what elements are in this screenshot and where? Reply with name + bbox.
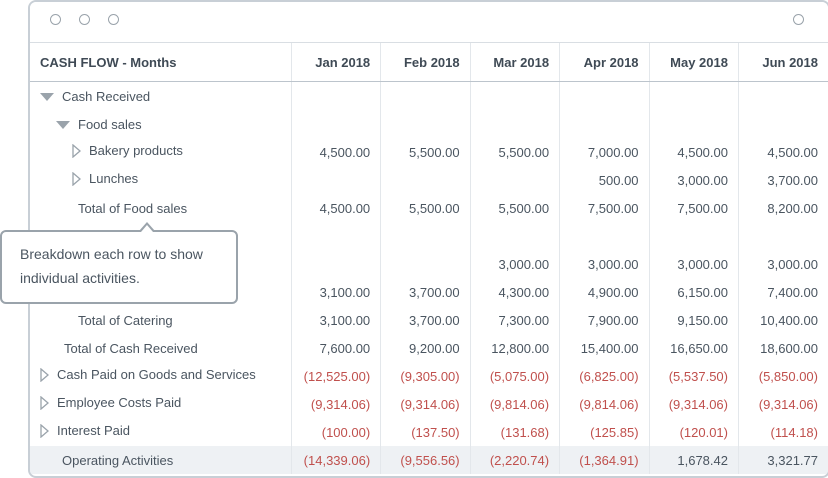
value-cell: 3,000.00	[470, 250, 559, 278]
row-label-cell	[30, 390, 291, 418]
value-cell: (9,814.06)	[560, 390, 649, 418]
value-cell: 8,200.00	[738, 194, 828, 222]
value-cell: (125.85)	[560, 418, 649, 446]
value-cell: 3,100.00	[291, 278, 381, 306]
value-cell	[291, 82, 381, 111]
value-cell: 4,500.00	[738, 138, 828, 166]
table-row[interactable]	[30, 138, 828, 166]
value-cell: 7,600.00	[291, 334, 381, 362]
table-row[interactable]	[30, 418, 828, 446]
value-cell	[381, 82, 470, 111]
value-cell	[470, 110, 559, 138]
window-menu-icon[interactable]	[793, 14, 804, 25]
row-label-cell	[30, 110, 291, 138]
value-cell	[291, 110, 381, 138]
tooltip-pointer-fill	[141, 225, 153, 232]
header-month[interactable]: Jan 2018	[291, 43, 381, 82]
value-cell: (9,556.56)	[381, 446, 470, 474]
header-month[interactable]: Mar 2018	[470, 43, 559, 82]
row-label-cell	[30, 138, 291, 166]
row-label-cell	[30, 82, 291, 111]
value-cell: (1,364.91)	[560, 446, 649, 474]
value-cell	[649, 110, 738, 138]
caret-right-icon[interactable]	[40, 396, 49, 413]
value-cell	[381, 166, 470, 194]
value-cell: 9,200.00	[381, 334, 470, 362]
table-row[interactable]	[30, 110, 828, 138]
title-bar	[30, 2, 828, 43]
table-row[interactable]	[30, 306, 828, 334]
window-control-maximize-icon[interactable]	[108, 14, 119, 25]
value-cell	[291, 166, 381, 194]
value-cell: 5,500.00	[470, 138, 559, 166]
value-cell: (9,305.00)	[381, 362, 470, 390]
value-cell: 7,500.00	[560, 194, 649, 222]
value-cell: 3,000.00	[738, 250, 828, 278]
row-label: Total of Cash Received	[64, 340, 198, 356]
value-cell: (131.68)	[470, 418, 559, 446]
value-cell: (2,220.74)	[470, 446, 559, 474]
row-label: Cash Received	[62, 88, 151, 104]
value-cell	[291, 222, 381, 250]
value-cell: (120.01)	[649, 418, 738, 446]
value-cell: 7,300.00	[470, 306, 559, 334]
value-cell: 4,500.00	[649, 138, 738, 166]
table-row[interactable]	[30, 334, 828, 362]
value-cell: 3,700.00	[738, 166, 828, 194]
value-cell: 7,500.00	[649, 194, 738, 222]
table-row[interactable]	[30, 362, 828, 390]
header-cash-flow-months[interactable]: CASH FLOW - Months	[30, 43, 291, 82]
row-label-cell	[30, 306, 291, 334]
value-cell: (5,850.00)	[738, 362, 828, 390]
value-cell: 4,300.00	[470, 278, 559, 306]
value-cell	[649, 82, 738, 111]
row-label: Interest Paid	[57, 423, 130, 439]
value-cell: (5,075.00)	[470, 362, 559, 390]
value-cell: 9,150.00	[649, 306, 738, 334]
value-cell: (14,339.06)	[291, 446, 381, 474]
caret-right-icon[interactable]	[72, 144, 81, 161]
table-row[interactable]	[30, 82, 828, 111]
value-cell: 3,000.00	[649, 250, 738, 278]
header-month[interactable]: Jun 2018	[738, 43, 828, 82]
value-cell: (5,537.50)	[649, 362, 738, 390]
window-control-close-icon[interactable]	[50, 14, 61, 25]
tooltip	[0, 230, 238, 304]
row-label: Total of Catering	[78, 312, 173, 328]
value-cell	[381, 222, 470, 250]
value-cell: 7,000.00	[560, 138, 649, 166]
value-cell	[560, 222, 649, 250]
table-row[interactable]	[30, 166, 828, 194]
caret-right-icon[interactable]	[40, 424, 49, 441]
value-cell: 5,500.00	[381, 138, 470, 166]
value-cell: (114.18)	[738, 418, 828, 446]
caret-right-icon[interactable]	[40, 368, 49, 385]
value-cell	[738, 222, 828, 250]
value-cell: 3,321.77	[738, 446, 828, 474]
caret-down-icon[interactable]	[56, 121, 70, 129]
value-cell: 18,600.00	[738, 334, 828, 362]
window-control-minimize-icon[interactable]	[79, 14, 90, 25]
table-row[interactable]	[30, 390, 828, 418]
header-month[interactable]: Apr 2018	[560, 43, 649, 82]
value-cell: 7,400.00	[738, 278, 828, 306]
value-cell	[560, 82, 649, 111]
table-row[interactable]	[30, 194, 828, 222]
row-label-cell	[30, 194, 291, 222]
value-cell: (9,314.06)	[291, 390, 381, 418]
value-cell: 3,000.00	[560, 250, 649, 278]
value-cell: 3,100.00	[291, 306, 381, 334]
value-cell: (9,814.06)	[470, 390, 559, 418]
value-cell	[738, 110, 828, 138]
row-label: Total of Food sales	[78, 200, 188, 216]
value-cell: 4,500.00	[291, 138, 381, 166]
value-cell: (137.50)	[381, 418, 470, 446]
value-cell: 16,650.00	[649, 334, 738, 362]
header-month[interactable]: Feb 2018	[381, 43, 470, 82]
caret-right-icon[interactable]	[72, 172, 81, 189]
row-label-cell	[30, 334, 291, 362]
row-label-cell	[30, 166, 291, 194]
value-cell	[649, 222, 738, 250]
value-cell	[470, 166, 559, 194]
value-cell: (9,314.06)	[381, 390, 470, 418]
value-cell: (100.00)	[291, 418, 381, 446]
row-label: Bakery products	[89, 143, 183, 159]
value-cell	[470, 222, 559, 250]
value-cell	[291, 250, 381, 278]
value-cell	[381, 250, 470, 278]
header-month[interactable]: May 2018	[649, 43, 738, 82]
row-label: Cash Paid on Goods and Services	[57, 367, 256, 383]
value-cell: 5,500.00	[381, 194, 470, 222]
value-cell: (12,525.00)	[291, 362, 381, 390]
row-label: Food sales	[78, 116, 142, 132]
value-cell: 4,500.00	[291, 194, 381, 222]
value-cell: 3,700.00	[381, 306, 470, 334]
value-cell	[738, 82, 828, 111]
value-cell: 12,800.00	[470, 334, 559, 362]
table-row[interactable]	[30, 446, 828, 474]
value-cell: 1,678.42	[649, 446, 738, 474]
value-cell: 6,150.00	[649, 278, 738, 306]
table-header-row	[30, 43, 828, 82]
value-cell: 500.00	[560, 166, 649, 194]
value-cell	[470, 82, 559, 111]
row-label: Operating Activities	[62, 452, 174, 468]
value-cell: 15,400.00	[560, 334, 649, 362]
value-cell: 3,700.00	[381, 278, 470, 306]
value-cell: (9,314.06)	[738, 390, 828, 418]
value-cell: 7,900.00	[560, 306, 649, 334]
row-label: Employee Costs Paid	[57, 395, 182, 411]
value-cell: (6,825.00)	[560, 362, 649, 390]
value-cell: 10,400.00	[738, 306, 828, 334]
value-cell	[560, 110, 649, 138]
caret-down-icon[interactable]	[40, 93, 54, 101]
tooltip-text: Breakdown each row to show individual activities.	[20, 246, 203, 286]
value-cell: 3,000.00	[649, 166, 738, 194]
row-label: Lunches	[89, 171, 139, 187]
value-cell: (9,314.06)	[649, 390, 738, 418]
value-cell	[381, 110, 470, 138]
value-cell: 4,900.00	[560, 278, 649, 306]
value-cell: 5,500.00	[470, 194, 559, 222]
row-label-cell	[30, 446, 291, 474]
row-label-cell	[30, 362, 291, 390]
row-label-cell	[30, 418, 291, 446]
